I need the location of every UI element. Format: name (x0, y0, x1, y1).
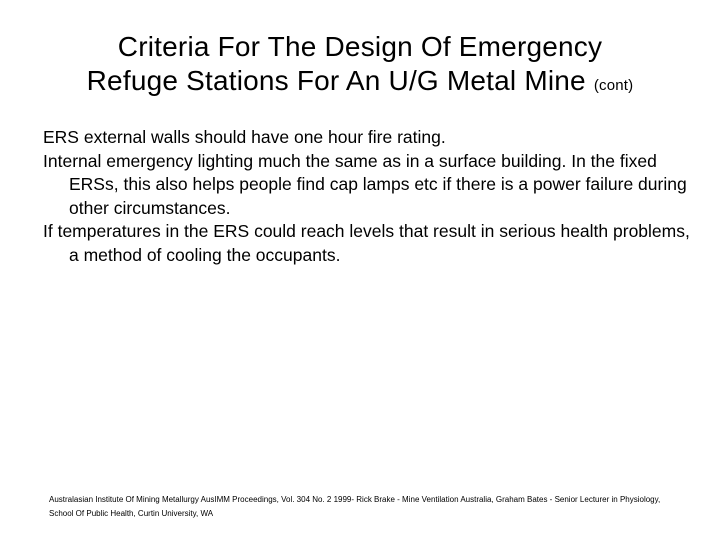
paragraph-wall-rating: ERS external walls should have one hour fire rating. (43, 127, 446, 147)
title-line-2 (20, 64, 700, 103)
paragraph-cooling: If temperatures in the ERS could reach levels that result in serious health problems, a method of cooling the occupants. (43, 221, 690, 265)
title-line-2-text: Refuge Stations For An U/G Metal Mine (86, 65, 586, 96)
title-line-1: Criteria For The Design Of Emergency (117, 31, 603, 62)
paragraph-emergency-lighting: Internal emergency lighting much the same as in a surface building. In the fixed ERSs, this also helps people find cap lamps etc if there is a power failure during other circumstances. (43, 150, 687, 218)
slide-title (20, 30, 700, 103)
bullet-body (43, 126, 693, 267)
footer-citation: Australasian Institute Of Mining Metallurgy AusIMM Proceedings, Vol. 304 No. 2 1999- Rick Brake - Mine Ventilation Australia, Graham Bates - Senior Lecturer in Physiology, School Of Public Health, Curtin University, WA (49, 495, 661, 518)
title-cont-suffix: (cont) (593, 77, 634, 94)
